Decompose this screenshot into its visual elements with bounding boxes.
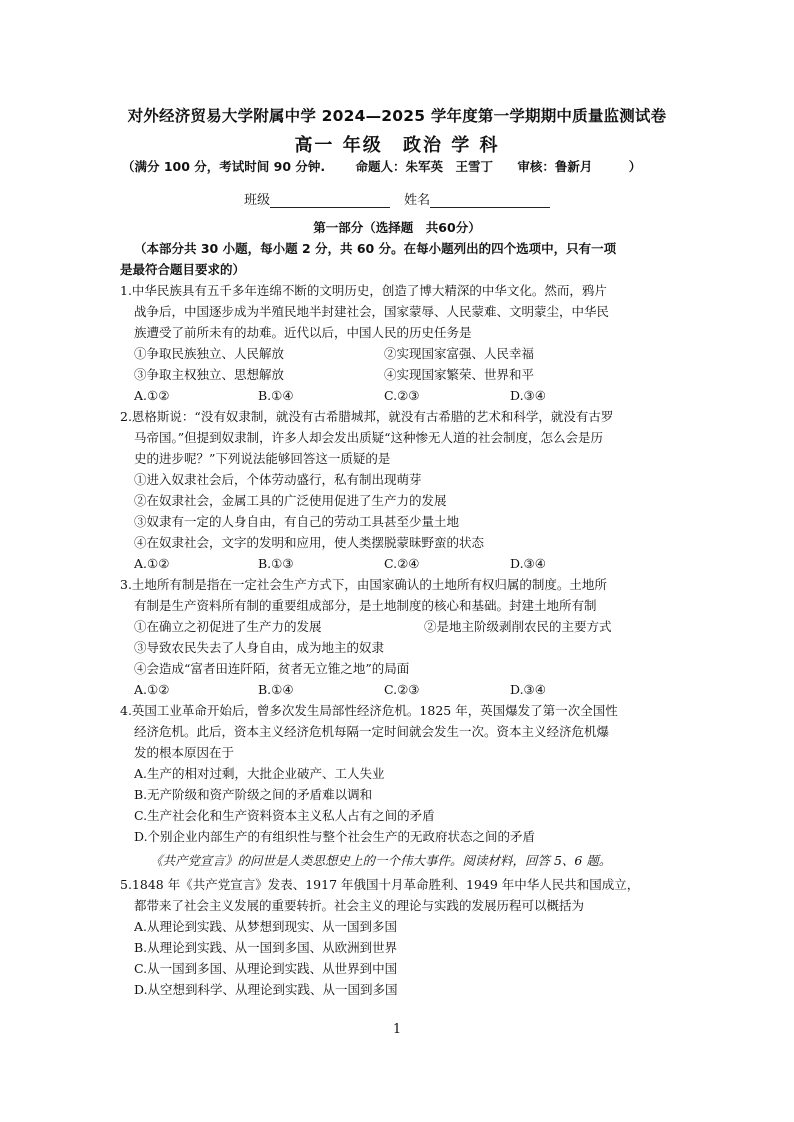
q2-choice-c: C.②④ bbox=[384, 556, 420, 571]
name-label: 姓名 bbox=[404, 193, 431, 208]
q4-stem-line: 发的根本原因在于 bbox=[134, 745, 235, 760]
q4-stem-line: 4.英国工业革命开始后，曾多次发生局部性经济危机。1825 年，英国爆发了第一次全国性 bbox=[120, 703, 618, 718]
score-time-text: （满分 100 分，考试时间 90 分钟. bbox=[122, 159, 326, 174]
q2-item: ②在奴隶社会，金属工具的广泛使用促进了生产力的发展 bbox=[134, 493, 447, 508]
name-field[interactable] bbox=[430, 193, 550, 208]
school-title: 对外经济贸易大学附属中学 2024—2025 学年度第一学期期中质量监测试卷 bbox=[127, 107, 667, 125]
q5-stem-line: 都带来了社会主义发展的重要转折。社会主义的理论与实践的发展历程可以概括为 bbox=[134, 898, 585, 913]
page-number: 1 bbox=[392, 1022, 402, 1037]
q4-option-c: C.生产社会化和生产资料资本主义私人占有之间的矛盾 bbox=[134, 808, 435, 823]
reviewer-text: 审核：鲁新月 bbox=[517, 159, 593, 174]
subject-label: 政治 学 科 bbox=[403, 135, 500, 156]
q1-choice-b: B.①④ bbox=[258, 388, 294, 403]
q2-stem-line: 史的进步呢？”下列说法能够回答这一质疑的是 bbox=[134, 451, 391, 466]
section-instructions bbox=[120, 238, 680, 280]
q1-item: ②实现国家富强、人民幸福 bbox=[384, 346, 535, 361]
q2-item: ①进入奴隶社会后，个体劳动盛行，私有制出现萌芽 bbox=[134, 472, 422, 487]
q4-option-a: A.生产的相对过剩，大批企业破产、工人失业 bbox=[134, 766, 385, 781]
q2-stem-line: 马帝国。”但提到奴隶制，许多人却会发出质疑“这种惨无人道的社会制度，怎么会是历 bbox=[134, 430, 604, 445]
q3-choice-d: D.③④ bbox=[510, 682, 546, 697]
q4-option-b: B.无产阶级和资产阶级之间的矛盾难以调和 bbox=[134, 787, 373, 802]
q4-stem-line: 经济危机。此后，资本主义经济危机每隔一定时间就会发生一次。资本主义经济危机爆 bbox=[134, 724, 610, 739]
instructions-line: 是最符合题目要求的） bbox=[120, 262, 246, 277]
q5-option-a: A.从理论到实践、从梦想到现实、从一国到多国 bbox=[134, 919, 398, 934]
q5-stem-line: 5.1848 年《共产党宣言》发表、1917 年俄国十月革命胜利、1949 年中华人民共和国成立， bbox=[120, 877, 640, 892]
q3-item: ②是地主阶级剥削农民的主要方式 bbox=[424, 619, 612, 634]
close-paren: ） bbox=[628, 159, 642, 174]
q5-option-c: C.从一国到多国、从理论到实践、从世界到中国 bbox=[134, 961, 398, 976]
class-field[interactable] bbox=[270, 193, 390, 208]
q1-choice-d: D.③④ bbox=[510, 388, 546, 403]
q2-choice-d: D.③④ bbox=[510, 556, 546, 571]
q2-item: ④在奴隶社会，文字的发明和应用，使人类摆脱蒙昧野蛮的状态 bbox=[134, 535, 485, 550]
q2-item: ③奴隶有一定的人身自由，有自己的劳动工具甚至少量土地 bbox=[134, 514, 460, 529]
q4-option-d: D.个别企业内部生产的有组织性与整个社会生产的无政府状态之间的矛盾 bbox=[134, 829, 536, 844]
q1-stem-line: 1.中华民族具有五千多年连绵不断的文明历史，创造了博大精深的中华文化。然而，鸦片 bbox=[120, 283, 607, 298]
q3-item: ③导致农民失去了人身自由，成为地主的奴隶 bbox=[134, 640, 385, 655]
grade-label: 高一 年级 bbox=[294, 135, 383, 156]
setter-text: 命题人：朱军英 王雪丁 bbox=[355, 159, 494, 174]
exam-info bbox=[122, 157, 682, 175]
q1-item: ①争取民族独立、人民解放 bbox=[134, 346, 285, 361]
q1-stem-line: 战争后，中国逐步成为半殖民地半封建社会，国家蒙辱、人民蒙难、文明蒙尘，中华民 bbox=[134, 304, 610, 319]
class-label: 班级 bbox=[244, 193, 271, 208]
grade-subject-title bbox=[0, 131, 794, 157]
student-fields bbox=[244, 189, 550, 208]
section-title: 第一部分（选择题 共60分） bbox=[313, 220, 481, 235]
q1-choice-c: C.②③ bbox=[384, 388, 420, 403]
q3-stem-line: 有制是生产资料所有制的重要组成部分，是土地制度的核心和基础。封建土地所有制 bbox=[134, 598, 597, 613]
q3-choice-a: A.①② bbox=[134, 682, 170, 697]
material-intro: 《共产党宣言》的问世是人类思想史上的一个伟大事件。阅读材料，回答 5、6 题。 bbox=[150, 853, 612, 868]
q2-choice-a: A.①② bbox=[134, 556, 170, 571]
q3-stem-line: 3.土地所有制是指在一定社会生产方式下，由国家确认的土地所有权归属的制度。土地所 bbox=[120, 577, 607, 592]
instructions-line: （本部分共 30 小题，每小题 2 分，共 60 分。在每小题列出的四个选项中，只有一项 bbox=[134, 241, 617, 256]
q1-choice-a: A.①② bbox=[134, 388, 170, 403]
q5-option-d: D.从空想到科学、从理论到实践、从一国到多国 bbox=[134, 982, 398, 997]
q1-item: ③争取主权独立、思想解放 bbox=[134, 367, 285, 382]
q2-choice-b: B.①③ bbox=[258, 556, 294, 571]
q1-item: ④实现国家繁荣、世界和平 bbox=[384, 367, 535, 382]
q3-choice-b: B.①④ bbox=[258, 682, 294, 697]
q1-stem-line: 族遭受了前所未有的劫难。近代以后，中国人民的历史任务是 bbox=[134, 325, 472, 340]
q3-choice-c: C.②③ bbox=[384, 682, 420, 697]
q5-option-b: B.从理论到实践、从一国到多国、从欧洲到世界 bbox=[134, 940, 398, 955]
q2-stem-line: 2.恩格斯说：“没有奴隶制，就没有古希腊城邦，就没有古希腊的艺术和科学，就没有古罗 bbox=[120, 409, 614, 424]
q3-item: ①在确立之初促进了生产力的发展 bbox=[134, 619, 322, 634]
q3-item: ④会造成“富者田连阡陌，贫者无立锥之地”的局面 bbox=[134, 661, 410, 676]
